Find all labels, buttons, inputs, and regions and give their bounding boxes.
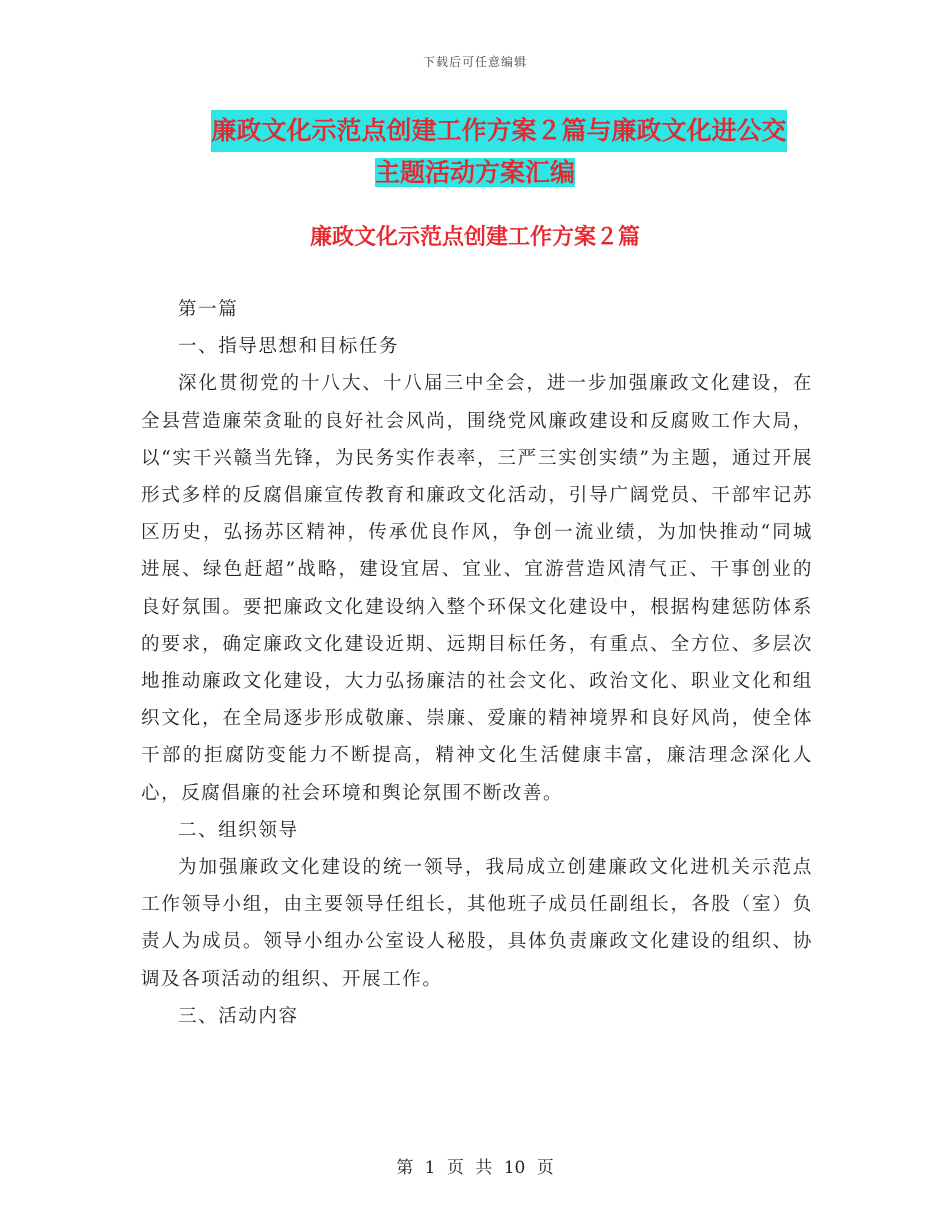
- part-heading: 第一篇: [178, 299, 239, 320]
- heading-activity-content: 三、活动内容: [178, 1005, 299, 1027]
- page-header-note: 下载后可任意编辑: [422, 55, 527, 69]
- paragraph-organization: 为加强廉政文化建设的统一领导，我局成立创建廉政文化进机关示范点工作领导小组，由主要领导任组长，其他班子成员任副组长，各股（室）负责人为成员。领导小组办公室设人秘股，具体负责廉政文化建设的组织、协调及各项活动的组织、开展工作。: [141, 857, 813, 990]
- heading-organization: 二、组织领导: [178, 819, 299, 841]
- document-title-line-2: 主题活动方案汇编: [374, 158, 575, 187]
- document-body: [141, 291, 813, 1035]
- document-title-line-1: 廉政文化示范点创建工作方案２篇与廉政文化进公交: [211, 110, 786, 152]
- heading-guiding-ideology: 一、指导思想和目标任务: [178, 336, 400, 358]
- document-title: [0, 110, 950, 194]
- page-number: 第 1 页 共 10 页: [396, 1158, 554, 1178]
- section-title: 廉政文化示范点创建工作方案２篇: [309, 224, 640, 250]
- paragraph-guiding-ideology: 深化贯彻党的十八大、十八届三中全会，进一步加强廉政文化建设，在全县营造廉荣贪耻的良好社会风尚，围绕党风廉政建设和反腐败工作大局，以“实干兴赣当先锋，为民务实作表率，三严三实创实绩”为主题，通过开展形式多样的反腐倡廉宣传教育和廉政文化活动，引导广阔党员、干部牢记苏区历史，弘扬苏区精神，传承优良作风，争创一流业绩，为加快推动“同城进展、绿色赶超”战略，建设宜居、宜业、宜游营造风清气正、干事创业的良好氛围。要把廉政文化建设纳入整个环保文化建设中，根据构建惩防体系的要求，确定廉政文化建设近期、远期目标任务，有重点、全方位、多层次地推动廉政文化建设，大力弘扬廉洁的社会文化、政治文化、职业文化和组织文化，在全局逐步形成敬廉、崇廉、爱廉的精神境界和良好风尚，使全体干部的拒腐防变能力不断提高，精神文化生活健康丰富，廉洁理念深化人心，反腐倡廉的社会环境和舆论氛围不断改善。: [141, 373, 813, 804]
